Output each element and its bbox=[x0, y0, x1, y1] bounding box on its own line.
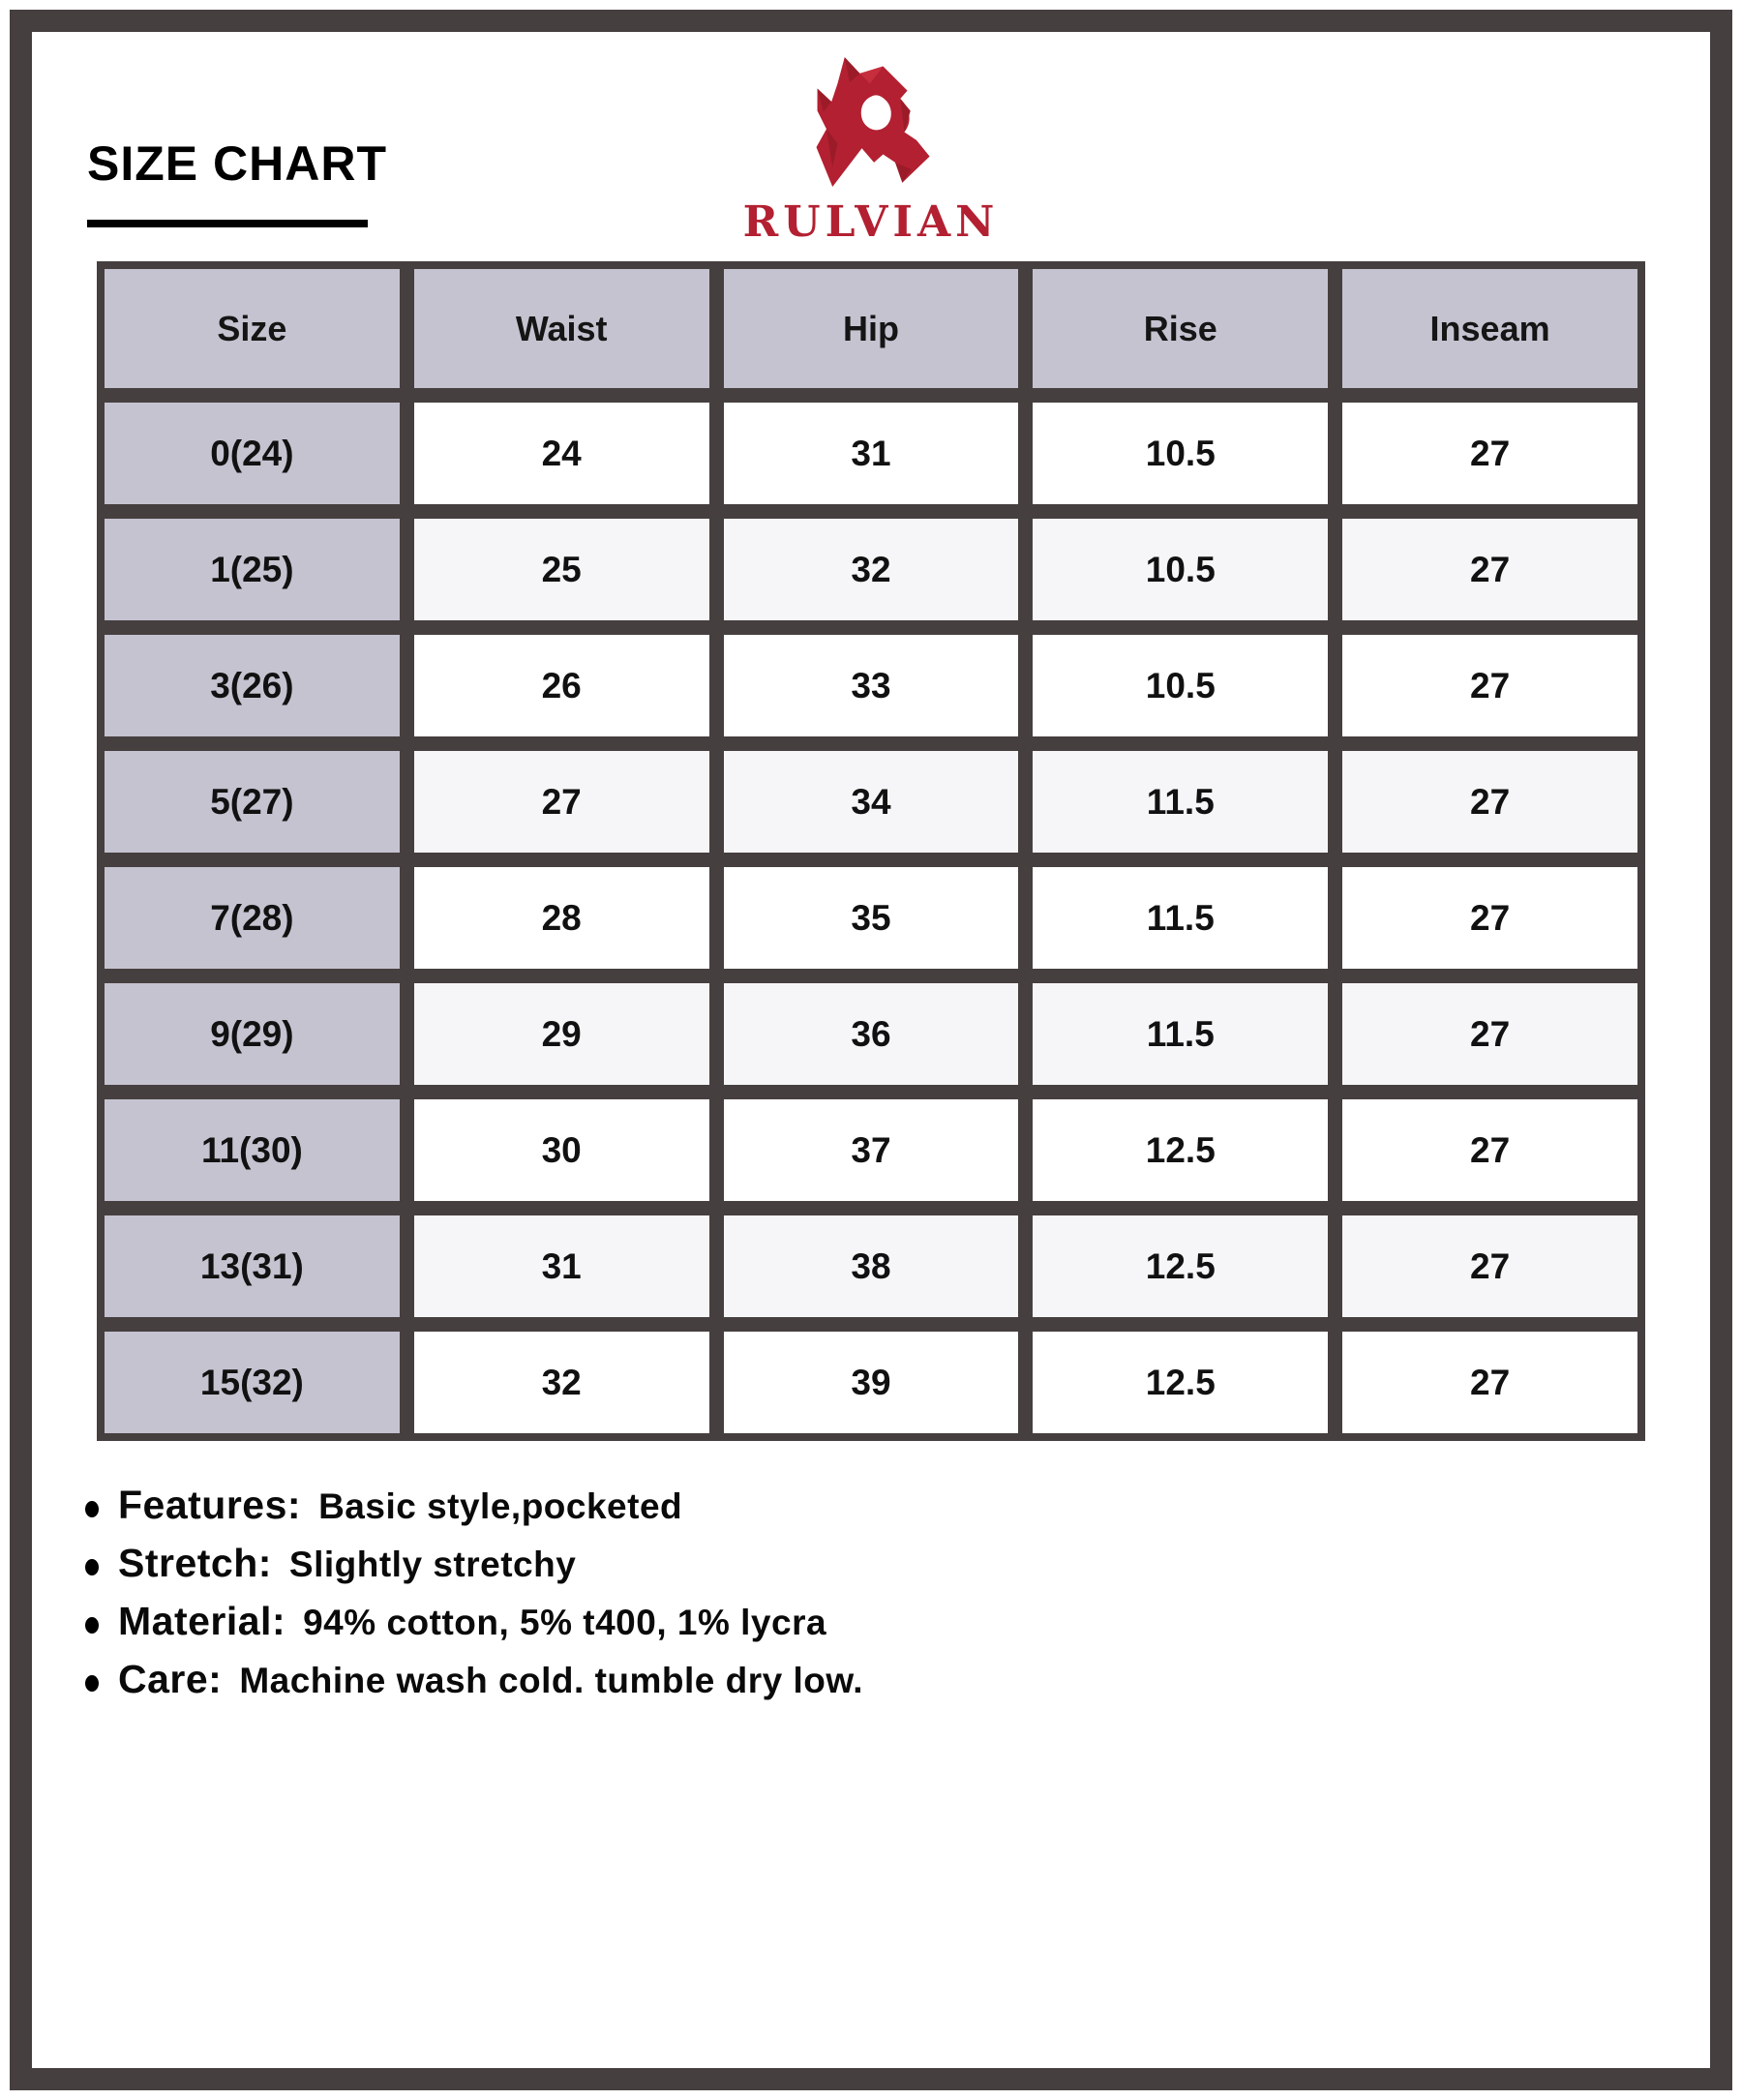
measurement-cell: 28 bbox=[414, 867, 709, 969]
measurement-cell: 35 bbox=[724, 867, 1019, 969]
measurement-cell: 11.5 bbox=[1033, 983, 1328, 1085]
measurement-cell: 10.5 bbox=[1033, 635, 1328, 736]
size-label-cell: 13(31) bbox=[105, 1215, 400, 1317]
measurement-cell: 32 bbox=[414, 1332, 709, 1433]
measurement-cell: 39 bbox=[724, 1332, 1019, 1433]
measurement-cell: 27 bbox=[1342, 1099, 1637, 1201]
detail-label: Features: bbox=[118, 1483, 302, 1527]
column-header-waist: Waist bbox=[414, 269, 709, 388]
size-label-cell: 5(27) bbox=[105, 751, 400, 853]
measurement-cell: 30 bbox=[414, 1099, 709, 1201]
measurement-cell: 12.5 bbox=[1033, 1099, 1328, 1201]
column-header-inseam: Inseam bbox=[1342, 269, 1637, 388]
detail-value: Machine wash cold. tumble dry low. bbox=[239, 1661, 864, 1700]
measurement-cell: 27 bbox=[414, 751, 709, 853]
measurement-cell: 27 bbox=[1342, 1332, 1637, 1433]
size-label-cell: 7(28) bbox=[105, 867, 400, 969]
size-label-cell: 0(24) bbox=[105, 403, 400, 504]
brand-wordmark: RULVIAN bbox=[742, 197, 1000, 247]
measurement-cell: 10.5 bbox=[1033, 519, 1328, 620]
detail-value: Basic style,pocketed bbox=[318, 1486, 683, 1526]
measurement-cell: 12.5 bbox=[1033, 1332, 1328, 1433]
measurement-cell: 36 bbox=[724, 983, 1019, 1085]
page-title: SIZE CHART bbox=[87, 136, 387, 191]
size-label-cell: 11(30) bbox=[105, 1099, 400, 1201]
measurement-cell: 27 bbox=[1342, 519, 1637, 620]
size-label-cell: 9(29) bbox=[105, 983, 400, 1085]
size-label-cell: 1(25) bbox=[105, 519, 400, 620]
detail-label: Care: bbox=[118, 1657, 223, 1701]
measurement-cell: 31 bbox=[414, 1215, 709, 1317]
measurement-cell: 27 bbox=[1342, 1215, 1637, 1317]
detail-value: Slightly stretchy bbox=[288, 1545, 577, 1584]
measurement-cell: 27 bbox=[1342, 403, 1637, 504]
measurement-cell: 26 bbox=[414, 635, 709, 736]
detail-item bbox=[85, 1599, 863, 1657]
bullet-icon bbox=[85, 1617, 99, 1634]
measurement-cell: 24 bbox=[414, 403, 709, 504]
bullet-icon bbox=[85, 1501, 99, 1517]
measurement-cell: 38 bbox=[724, 1215, 1019, 1317]
bullet-icon bbox=[85, 1675, 99, 1692]
measurement-cell: 12.5 bbox=[1033, 1215, 1328, 1317]
details-list bbox=[85, 1483, 863, 1715]
bullet-icon bbox=[85, 1559, 99, 1575]
column-header-rise: Rise bbox=[1033, 269, 1328, 388]
title-underline bbox=[87, 220, 368, 227]
column-header-hip: Hip bbox=[724, 269, 1019, 388]
detail-item bbox=[85, 1483, 863, 1541]
measurement-cell: 27 bbox=[1342, 983, 1637, 1085]
size-label-cell: 15(32) bbox=[105, 1332, 400, 1433]
size-table bbox=[97, 261, 1645, 1441]
measurement-cell: 29 bbox=[414, 983, 709, 1085]
size-label-cell: 3(26) bbox=[105, 635, 400, 736]
measurement-cell: 10.5 bbox=[1033, 403, 1328, 504]
measurement-cell: 25 bbox=[414, 519, 709, 620]
measurement-cell: 27 bbox=[1342, 635, 1637, 736]
detail-label: Material: bbox=[118, 1599, 286, 1643]
measurement-cell: 37 bbox=[724, 1099, 1019, 1201]
rulvian-r-logo-icon bbox=[811, 54, 933, 188]
measurement-cell: 11.5 bbox=[1033, 751, 1328, 853]
detail-item bbox=[85, 1657, 863, 1715]
measurement-cell: 11.5 bbox=[1033, 867, 1328, 969]
measurement-cell: 27 bbox=[1342, 751, 1637, 853]
detail-value: 94% cotton, 5% t400, 1% lycra bbox=[303, 1603, 827, 1642]
measurement-cell: 27 bbox=[1342, 867, 1637, 969]
measurement-cell: 34 bbox=[724, 751, 1019, 853]
measurement-cell: 32 bbox=[724, 519, 1019, 620]
measurement-cell: 31 bbox=[724, 403, 1019, 504]
column-header-size: Size bbox=[105, 269, 400, 388]
detail-label: Stretch: bbox=[118, 1541, 272, 1585]
detail-item bbox=[85, 1541, 863, 1599]
measurement-cell: 33 bbox=[724, 635, 1019, 736]
